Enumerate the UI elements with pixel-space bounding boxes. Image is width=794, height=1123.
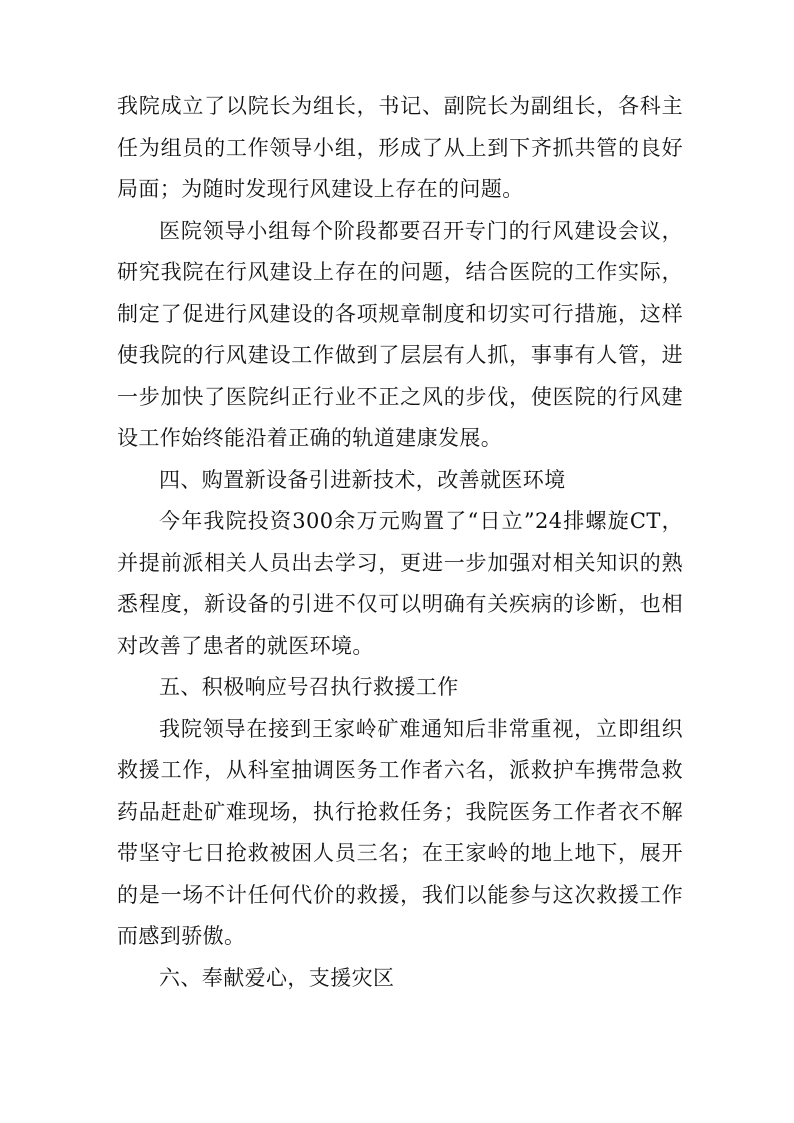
- document-page: [117, 86, 683, 999]
- paragraph-new-equipment: 今年我院投资300余万元购置了“日立”24排螺旋CT，并提前派相关人员出去学习，更进一步加强对相关知识的熟悉程度，新设备的引进不仅可以明确有关疾病的诊断，也相对改善了患者的就医环境。: [117, 509, 683, 658]
- section-heading-4: 四、购置新设备引进新技术，改善就医环境: [159, 467, 566, 492]
- paragraph-conduct-meetings: 医院领导小组每个阶段都要召开专门的行风建设会议，研究我院在行风建设上存在的问题，结合医院的工作实际，制定了促进行风建设的各项规章制度和切实可行措施，这样使我院的行风建设工作做到了层层有人抓，事事有人管，进一步加快了医院纠正行业不正之风的步伐，使医院的行风建设工作始终能沿着正确的轨道建康发展。: [117, 218, 683, 450]
- section-heading-5: 五、积极响应号召执行救援工作: [159, 675, 459, 699]
- section-heading-6: 六、奉献爱心，支援灾区: [159, 965, 395, 990]
- paragraph-rescue-work: 我院领导在接到王家岭矿难通知后非常重视，立即组织救援工作，从科室抽调医务工作者六名，派救护车携带急救药品赶赴矿难现场，执行抢救任务；我院医务工作者衣不解带坚守七日抢救被困人员三名；在王家岭的地上地下，展开的是一场不计任何代价的救援，我们以能参与这次救援工作而感到骄傲。: [117, 716, 683, 948]
- paragraph-leadership-group: 我院成立了以院长为组长，书记、副院长为副组长，各科主任为组员的工作领导小组，形成了从上到下齐抓共管的良好局面；为随时发现行风建设上存在的问题。: [117, 94, 683, 201]
